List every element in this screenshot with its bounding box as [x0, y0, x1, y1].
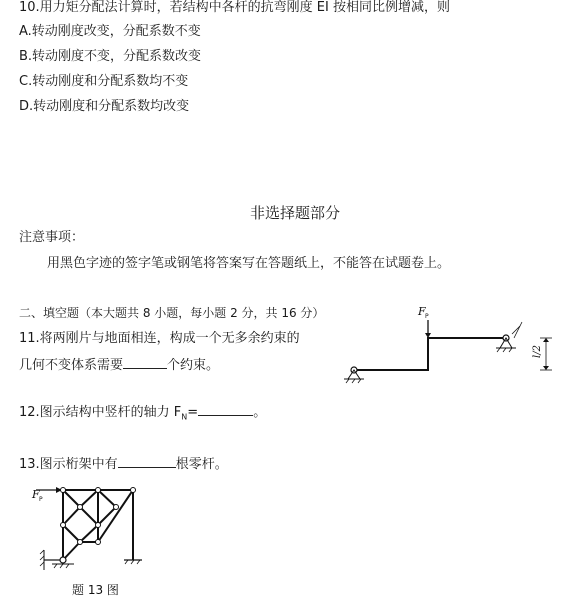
frame-force-subscript: P — [425, 313, 429, 320]
truss-caption: 题 13 图 — [72, 583, 119, 597]
truss-left-support-pin — [60, 557, 66, 563]
q13-line — [19, 455, 228, 473]
q12-equals: = — [187, 405, 199, 420]
q11-line2 — [19, 356, 219, 374]
frame-force-label: F — [418, 305, 426, 318]
q12-end: 。 — [253, 405, 267, 420]
dimension-label: l/2 — [532, 345, 543, 358]
q13-prefix: 13.图示桁架中有 — [19, 457, 118, 472]
frame-members — [354, 338, 506, 370]
q13-answer-blank[interactable] — [118, 455, 176, 468]
q11-answer-blank[interactable] — [123, 356, 167, 369]
q11-prefix: 几何不变体系需要 — [19, 358, 124, 373]
section-title: 非选择题部分 — [250, 204, 341, 222]
q10-option-a: A.转动刚度改变，分配系数不变 — [19, 24, 201, 39]
frame-fixed-hatch — [514, 322, 522, 338]
q10-option-c: C.转动刚度和分配系数均不变 — [19, 74, 189, 89]
truss-force-label: F — [32, 488, 40, 501]
q12-line — [19, 403, 266, 426]
q10-stem: 10.用力矩分配法计算时，若结构中各杆的抗弯刚度 EI 按相同比例增减，则 — [19, 0, 450, 15]
frame-figure — [340, 300, 570, 395]
q12-answer-blank[interactable] — [198, 403, 253, 416]
truss-force-subscript: P — [39, 496, 43, 503]
q12-prefix: 12.图示结构中竖杆的轴力 F — [19, 405, 182, 420]
notice-heading: 注意事项： — [19, 230, 85, 245]
q10-option-d: D.转动刚度和分配系数均改变 — [19, 99, 190, 114]
q11-line1: 11.将两刚片与地面相连，构成一个无多余约束的 — [19, 331, 300, 346]
q10-option-b: B.转动刚度不变，分配系数改变 — [19, 49, 202, 64]
notice-body: 用黑色字迹的签字笔或钢笔将答案写在答题纸上，不能答在试题卷上。 — [47, 256, 451, 271]
q11-suffix: 个约束。 — [167, 358, 220, 373]
q13-suffix: 根零杆。 — [175, 457, 228, 472]
q12-subscript: N — [181, 412, 188, 422]
truss-figure — [30, 484, 160, 599]
fill-section-header: 二、填空题（本大题共 8 小题，每小题 2 分，共 16 分） — [19, 306, 325, 320]
